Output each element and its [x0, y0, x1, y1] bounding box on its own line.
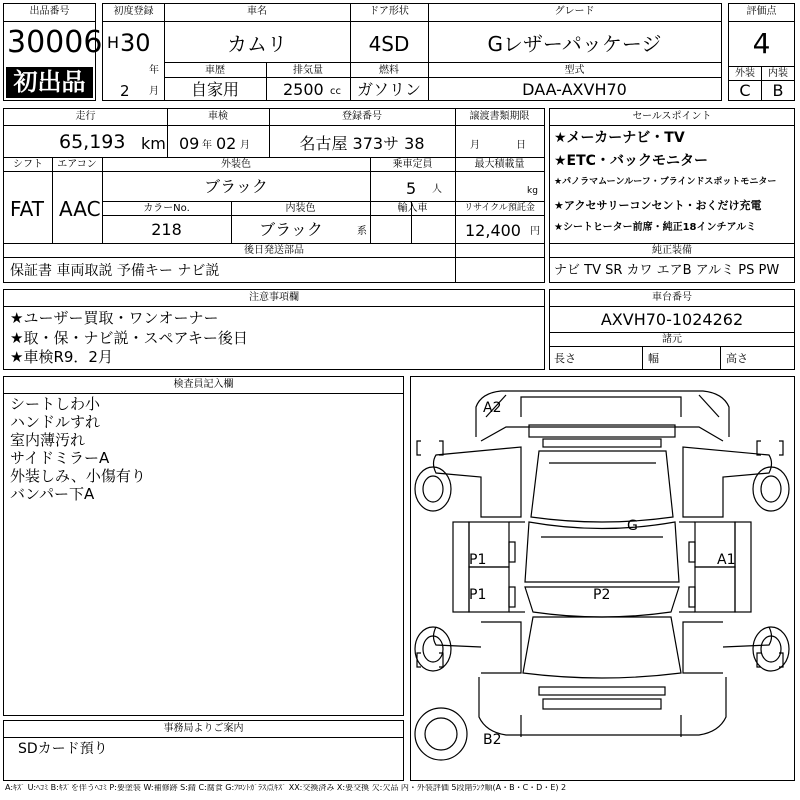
capacity-unit: 人 — [432, 184, 442, 195]
later-parts-header: 後日発送部品 — [244, 245, 304, 256]
month-unit: 月 — [149, 86, 159, 97]
color-no-value: 218 — [151, 220, 182, 239]
inspector-item: バンパー下A — [10, 485, 95, 503]
inspector-item: シートしわ小 — [10, 395, 101, 413]
inspection-month: 02 — [216, 134, 237, 153]
damage-mark-g: G — [627, 518, 638, 534]
inspector-item: 室内薄汚れ — [10, 431, 86, 449]
registration-value: 名古屋 373サ 38 — [299, 134, 425, 153]
model-value: DAA-AXVH70 — [522, 80, 627, 99]
displacement-value: 2500 — [283, 80, 324, 99]
capacity-header: 乗車定員 — [392, 159, 433, 170]
transfer-month-unit: 月 — [470, 140, 480, 151]
main-top-box — [102, 3, 722, 101]
color-no-header: カラーNo. — [143, 203, 190, 214]
office-box — [3, 720, 404, 781]
dimensions-header: 諸元 — [662, 334, 682, 345]
inspector-item: ハンドルすれ — [10, 413, 101, 431]
sales-box — [549, 108, 795, 283]
recycle-header: リサイクル預託金 — [464, 203, 535, 213]
car-diagram — [411, 377, 794, 780]
fuel-value: ガソリン — [356, 80, 421, 99]
transfer-day-unit: 日 — [516, 140, 526, 151]
damage-mark-a1: A1 — [717, 552, 736, 568]
door-value: 4SD — [368, 32, 410, 56]
first-reg-year: 30 — [120, 29, 151, 57]
inspector-item: サイドミラーA — [10, 449, 110, 467]
later-parts-value: 保証書 車両取説 予備キー ナビ説 — [10, 263, 220, 279]
equipment-value: ナビ TV SR カワ エアB アルミ PS PW — [554, 263, 780, 278]
sales-point: ★シートヒーター前席・純正18インチアルミ — [554, 222, 757, 233]
legend-text: A:ｷｽﾞ U:ﾍｺﾐ B:ｷｽﾞを伴うﾍｺﾐ P:要塗装 W:補修跡 S:錆 C:腐食 G:ﾌﾛﾝﾄｶﾞﾗｽ点ｷｽﾞ XX:交換済み X:要交換 欠:欠品 内・外装評価 5段階ﾗﾝｸ順(A・B・C・D・E) 2 — [5, 784, 567, 792]
height-label: 高さ — [726, 352, 748, 365]
office-value: SDカード預り — [18, 741, 108, 757]
ext-color-value: ブラック — [204, 177, 268, 196]
damage-mark-b2: B2 — [483, 732, 502, 748]
fuel-header: 燃料 — [379, 65, 399, 76]
rating-value: 4 — [752, 27, 771, 60]
ac-value: AAC — [59, 197, 101, 221]
shift-header: シフト — [13, 159, 43, 170]
capacity-value: 5 — [406, 179, 417, 198]
notes-header: 注意事項欄 — [249, 292, 299, 303]
grade-header: グレード — [554, 6, 595, 17]
sales-point: ★メーカーナビ・TV — [554, 130, 685, 146]
inspection-header: 車検 — [208, 111, 228, 122]
chassis-box — [549, 289, 795, 370]
length-label: 長さ — [554, 352, 576, 365]
note-item: ★車検R9．2月 — [10, 348, 113, 366]
first-listing-badge: 初出品 — [13, 68, 86, 96]
sales-header: セールスポイント — [632, 111, 712, 122]
lot-box — [3, 3, 103, 101]
sales-point: ★ETC・バックモニター — [554, 153, 708, 169]
door-header: ドア形状 — [369, 6, 409, 17]
sales-point: ★パノラマムーンルーフ・ブラインドスポットモニター — [554, 177, 777, 187]
era-letter: H — [107, 33, 120, 52]
shift-value: FAT — [10, 197, 45, 221]
lot-number: 30006 — [7, 25, 103, 60]
int-rating: B — [772, 81, 784, 100]
displacement-unit: cc — [330, 86, 341, 97]
int-rating-header: 内装 — [768, 68, 788, 79]
first-reg-month: 2 — [120, 82, 130, 100]
history-header: 車歴 — [205, 65, 225, 76]
model-header: 型式 — [564, 65, 585, 76]
equipment-header: 純正装備 — [652, 245, 692, 256]
int-color-header: 内装色 — [285, 203, 316, 214]
ext-color-header: 外装色 — [221, 159, 251, 170]
first-reg-header: 初度登録 — [113, 6, 154, 17]
notes-box — [3, 289, 545, 370]
recycle-value: 12,400 — [465, 221, 521, 240]
width-label: 幅 — [648, 352, 659, 365]
ext-rating: C — [739, 81, 751, 100]
spec-box — [3, 108, 545, 283]
year-unit: 年 — [149, 65, 159, 76]
car-diagram-box — [410, 376, 795, 781]
sales-point: ★アクセサリーコンセント・おくだけ充電 — [554, 199, 762, 212]
grade-value: Gレザーパッケージ — [487, 32, 662, 56]
damage-mark-p2: P2 — [593, 587, 611, 603]
chassis-value: AXVH70-1024262 — [600, 310, 744, 329]
inspector-header: 検査員記入欄 — [173, 379, 234, 390]
import-header: 輸入車 — [397, 203, 428, 214]
ac-header: エアコン — [57, 159, 97, 170]
recycle-unit: 円 — [530, 226, 540, 237]
mileage-value: 65,193 — [59, 131, 126, 153]
car-name-header: 車名 — [247, 6, 267, 17]
chassis-header: 車台番号 — [652, 292, 692, 303]
office-header: 事務局よりご案内 — [163, 723, 244, 734]
inspection-year-unit: 年 — [202, 140, 212, 151]
max-load-unit: kg — [527, 186, 538, 196]
damage-mark-p1-rear: P1 — [469, 587, 487, 603]
displacement-header: 排気量 — [293, 65, 323, 76]
car-name-value: カムリ — [227, 32, 287, 56]
lot-header: 出品番号 — [29, 6, 70, 17]
note-item: ★取・保・ナビ説・スペアキー後日 — [10, 329, 248, 347]
inspection-year: 09 — [179, 134, 200, 153]
inspector-item: 外装しみ、小傷有り — [10, 467, 146, 485]
inspector-box — [3, 376, 404, 716]
int-color-unit: 系 — [357, 226, 367, 237]
transfer-header: 譲渡書類期限 — [469, 111, 530, 122]
history-value: 自家用 — [190, 80, 239, 99]
damage-mark-a2: A2 — [483, 400, 502, 416]
mileage-header: 走行 — [75, 111, 96, 122]
rating-box — [728, 3, 795, 101]
ext-rating-header: 外装 — [735, 68, 755, 79]
damage-mark-p1-front: P1 — [469, 552, 487, 568]
note-item: ★ユーザー買取・ワンオーナー — [10, 309, 219, 327]
rating-header: 評価点 — [746, 6, 777, 17]
int-color-value: ブラック — [259, 220, 323, 239]
registration-header: 登録番号 — [342, 111, 382, 122]
max-load-header: 最大積載量 — [474, 159, 525, 170]
mileage-unit: km — [141, 134, 166, 153]
inspection-month-unit: 月 — [240, 140, 250, 151]
